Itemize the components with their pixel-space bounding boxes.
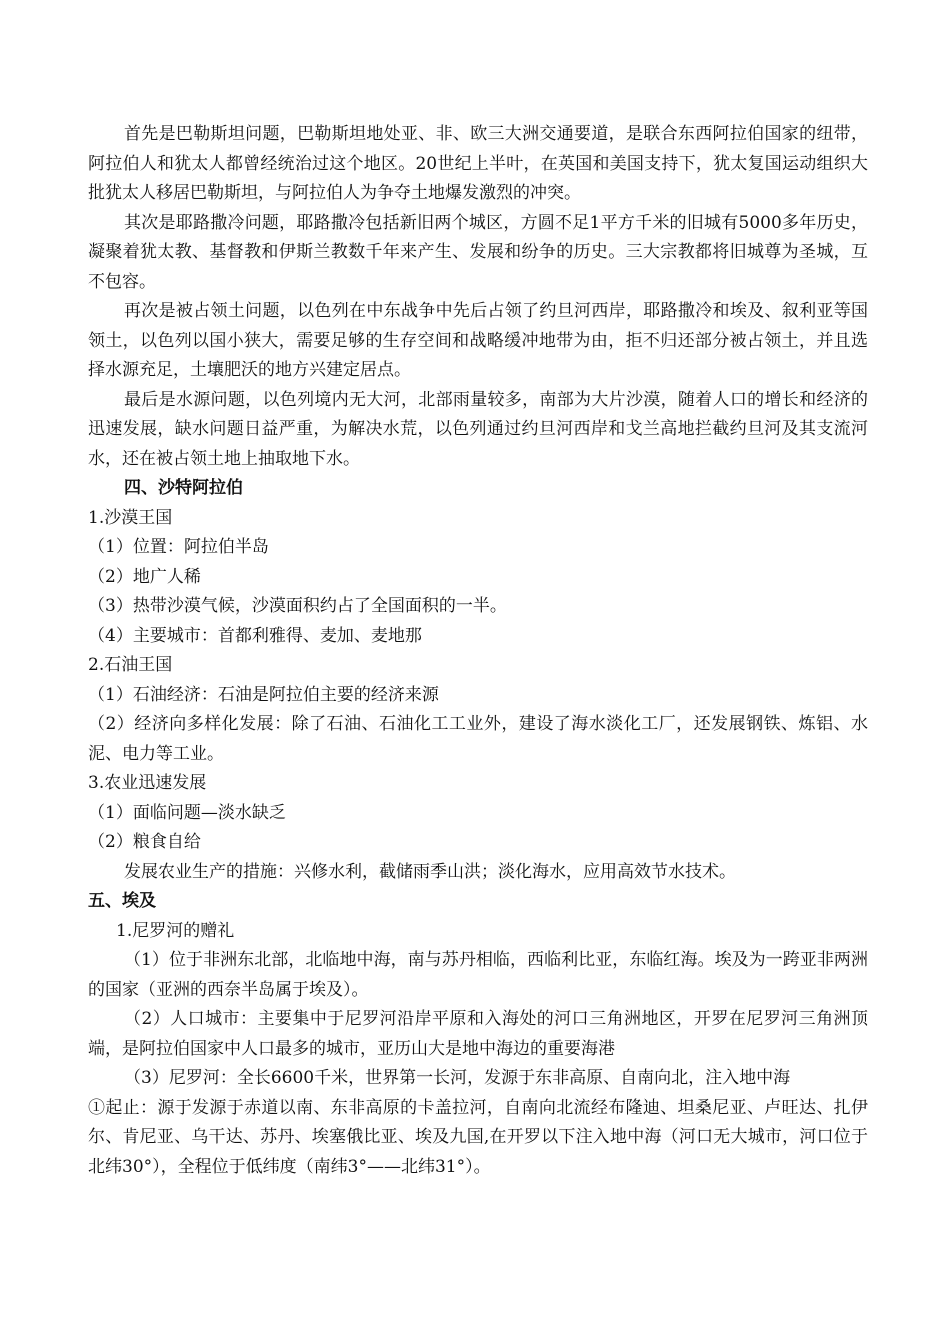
subheading-agriculture: 3.农业迅速发展: [88, 773, 207, 793]
subheading-desert-kingdom: 1.沙漠王国: [88, 507, 173, 528]
paragraph-egypt-population: （2）人口城市：主要集中于尼罗河沿岸平原和入海处的河口三角洲地区，开罗在尼罗河三角洲顶端，是阿拉伯国家中人口最多的城市，亚历山大是地中海边的重要海港: [88, 1009, 868, 1059]
paragraph-nile-course: ①起止：源于发源于赤道以南、东非高原的卡盖拉河，自南向北流经布隆迪、坦桑尼亚、卢旺达、扎伊尔、肯尼亚、乌干达、苏丹、埃塞俄比亚、埃及九国,在开罗以下注入地中海（河口无大城市，河口位于北纬30°），全程位于低纬度（南纬3°——北纬31°）。: [88, 1097, 868, 1177]
list-item: （4）主要城市：首都利雅得、麦加、麦地那: [88, 625, 422, 646]
list-item: （1）面临问题—淡水缺乏: [88, 802, 286, 823]
paragraph-water: 最后是水源问题，以色列境内无大河，北部雨量较多，南部为大片沙漠，随着人口的增长和经济的迅速发展，缺水问题日益严重，为解决水荒，以色列通过约旦河西岸和戈兰高地拦截约旦河及其支流河水，还在被占领土地上抽取地下水。: [88, 389, 868, 469]
list-item: （1）石油经济：石油是阿拉伯主要的经济来源: [88, 684, 439, 705]
list-item: （2）经济向多样化发展：除了石油、石油化工工业外，建设了海水淡化工厂，还发展钢铁、炼铝、水泥、电力等工业。: [88, 714, 868, 764]
list-item: （3）热带沙漠气候，沙漠面积约占了全国面积的一半。: [88, 596, 507, 616]
paragraph-jerusalem: 其次是耶路撒冷问题，耶路撒冷包括新旧两个城区，方圆不足1平方千米的旧城有5000多年历史，凝聚着犹太教、基督教和伊斯兰教数千年来产生、发展和纷争的历史。三大宗教都将旧城尊为圣城，互不包容。: [88, 212, 868, 292]
paragraph-nile: （3）尼罗河：全长6600千米，世界第一长河，发源于东非高原、自南向北，注入地中海: [124, 1068, 791, 1088]
paragraph-egypt-location: （1）位于非洲东北部，北临地中海，南与苏丹相临，西临利比亚，东临红海。埃及为一跨亚非两洲的国家（亚洲的西奈半岛属于埃及）。: [88, 950, 868, 1000]
section-heading-saudi: 四、沙特阿拉伯: [124, 478, 243, 498]
list-item: （2）地广人稀: [88, 566, 201, 587]
document-page: [88, 120, 868, 1182]
subheading-nile-gift: 1.尼罗河的赠礼: [116, 920, 235, 941]
paragraph-occupied-territories: 再次是被占领土问题，以色列在中东战争中先后占领了约旦河西岸，耶路撒冷和埃及、叙利亚等国领土，以色列以国小狭大，需要足够的生存空间和战略缓冲地带为由，拒不归还部分被占领土，并且选择水源充足，土壤肥沃的地方兴建定居点。: [88, 301, 868, 380]
list-item: （2）粮食自给: [88, 832, 201, 852]
list-item: （1）位置：阿拉伯半岛: [88, 537, 269, 557]
section-heading-egypt: 五、埃及: [88, 891, 156, 911]
paragraph-palestine: 首先是巴勒斯坦问题，巴勒斯坦地处亚、非、欧三大洲交通要道，是联合东西阿拉伯国家的纽带，阿拉伯人和犹太人都曾经统治过这个地区。20世纪上半叶，在英国和美国支持下，犹太复国运动组织大批犹太人移居巴勒斯坦，与阿拉伯人为争夺土地爆发激烈的冲突。: [88, 124, 868, 203]
paragraph-agriculture-measures: 发展农业生产的措施：兴修水利，截储雨季山洪；淡化海水，应用高效节水技术。: [124, 861, 736, 882]
subheading-oil-kingdom: 2.石油王国: [88, 655, 173, 675]
